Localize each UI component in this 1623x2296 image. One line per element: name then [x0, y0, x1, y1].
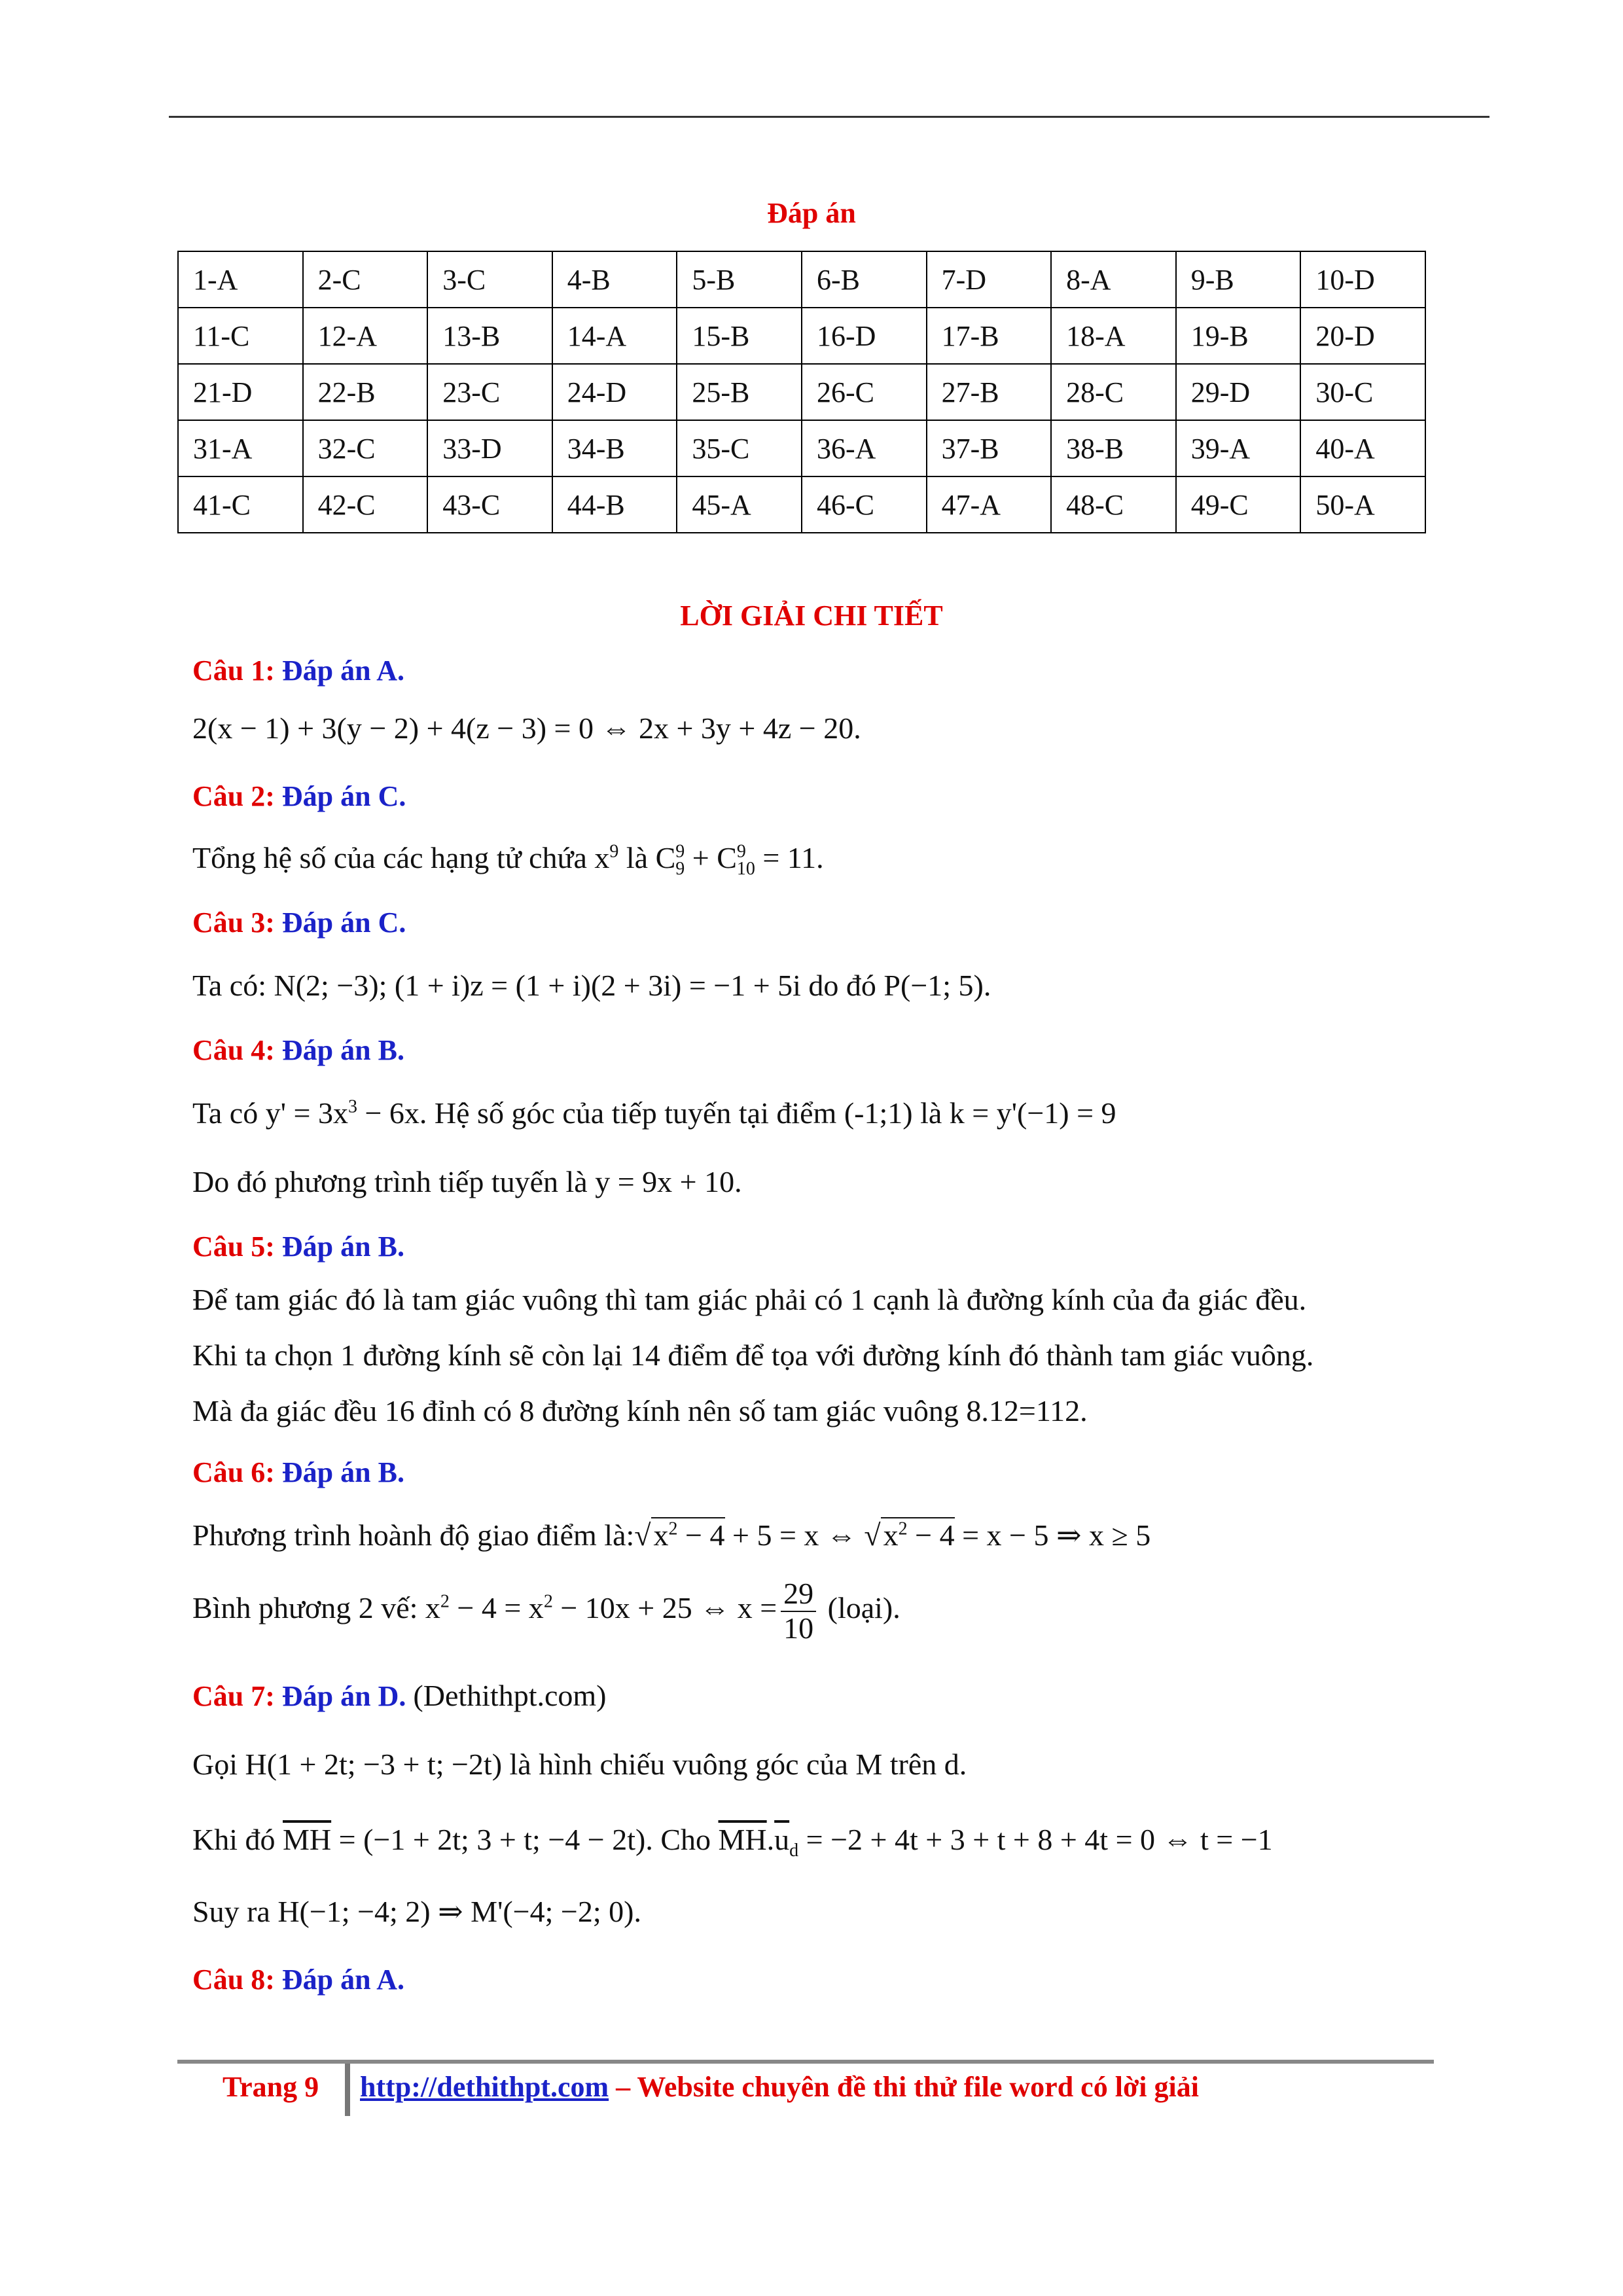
answer-cell: 3-C: [427, 251, 552, 308]
answer-cell: 27-B: [927, 364, 1052, 420]
answer-cell: 47-A: [927, 476, 1052, 533]
answer-cell: 26-C: [802, 364, 927, 420]
answer-cell: 42-C: [303, 476, 428, 533]
answer-cell: 35-C: [677, 420, 802, 476]
answer-cell: 2-C: [303, 251, 428, 308]
answer-cell: 38-B: [1051, 420, 1176, 476]
question-7-heading: Câu 7: Đáp án D. (Dethithpt.com): [192, 1679, 607, 1712]
question-1-equation: 2(x − 1) + 3(y − 2) + 4(z − 3) = 0 ⇔ 2x + 3y + 4z − 20.: [192, 711, 861, 745]
question-1-heading: Câu 1: Đáp án A.: [192, 655, 404, 687]
answer-cell: 25-B: [677, 364, 802, 420]
answer-cell: 39-A: [1176, 420, 1301, 476]
answer-row: [178, 476, 1425, 533]
solutions-title: LỜI GIẢI CHI TIẾT: [680, 600, 943, 632]
question-5-line-1: Để tam giác đó là tam giác vuông thì tam giác phải có 1 cạnh là đường kính của đa giác đều.: [192, 1283, 1307, 1316]
answer-cell: 43-C: [427, 476, 552, 533]
question-6-text-1: Phương trình hoành độ giao điểm $là:√x^2 - 4 + 5 = x$ ⇔ $√x^2 - 4 = x - 5$ ⇒ x ≥ 5: [192, 1518, 1151, 1552]
answer-cell: 22-B: [303, 364, 428, 420]
answer-cell: 48-C: [1051, 476, 1176, 533]
question-5-line-3: Mà đa giác đều 16 đỉnh có 8 đường kính nên số tam giác vuông 8.12=112.: [192, 1394, 1088, 1427]
answer-row: [178, 420, 1425, 476]
answer-key-title: Đáp án: [767, 197, 856, 229]
answer-cell: 1-A: [178, 251, 303, 308]
header-rule: [169, 116, 1489, 118]
footer-rule: [177, 2060, 1434, 2064]
question-3-text: Ta có: N(2; −3); (1 + i)z = (1 + i)(2 + 3i) = −1 + 5i do đó P(−1; 5).: [192, 969, 991, 1002]
answer-cell: 29-D: [1176, 364, 1301, 420]
answer-cell: 23-C: [427, 364, 552, 420]
page-number: Trang 9: [223, 2071, 319, 2103]
answer-cell: 7-D: [927, 251, 1052, 308]
answer-cell: 28-C: [1051, 364, 1176, 420]
question-2-text: Tổng hệ số của các hạng tử chứa $x^9$ là $C^9_9 + C^9_{10} = 11$.: [192, 841, 824, 880]
answer-row: [178, 364, 1425, 420]
answer-cell: 10-D: [1300, 251, 1425, 308]
answer-cell: 36-A: [802, 420, 927, 476]
question-2-heading: Câu 2: Đáp án C.: [192, 780, 406, 812]
answer-cell: 34-B: [552, 420, 677, 476]
question-5-heading: Câu 5: Đáp án B.: [192, 1230, 404, 1263]
answer-cell: 44-B: [552, 476, 677, 533]
answer-cell: 40-A: [1300, 420, 1425, 476]
answer-cell: 13-B: [427, 308, 552, 364]
question-3-heading: Câu 3: Đáp án C.: [192, 906, 406, 939]
question-8-heading: Câu 8: Đáp án A.: [192, 1964, 404, 1996]
answer-cell: 24-D: [552, 364, 677, 420]
answer-cell: 8-A: [1051, 251, 1176, 308]
question-7-text-2: Khi đó $\overline{MH} = (-1 + 2t$; 3 + t; −4 − 2t). Cho $\overline{MH}.\overline{u}_d = -2 + 4t + 3 + t + 8 + 4t = 0$ ⇔ t = −1: [192, 1823, 1273, 1861]
answer-cell: 17-B: [927, 308, 1052, 364]
question-6-heading: Câu 6: Đáp án B.: [192, 1456, 404, 1488]
answer-cell: 5-B: [677, 251, 802, 308]
answer-cell: 15-B: [677, 308, 802, 364]
answer-cell: 33-D: [427, 420, 552, 476]
question-6-text-2: Bình phương 2 vế: $x^2 - 4 = x^2 - 10x + 25$ ⇔ x = $\frac{29}{10}$ (loại).: [192, 1577, 901, 1645]
answer-cell: 49-C: [1176, 476, 1301, 533]
answer-cell: 12-A: [303, 308, 428, 364]
answer-cell: 45-A: [677, 476, 802, 533]
footer-text: http://dethithpt.com – Website chuyên đề thi thử file word có lời giải: [360, 2071, 1199, 2103]
answer-cell: 31-A: [178, 420, 303, 476]
answer-cell: 14-A: [552, 308, 677, 364]
question-4-text-2: Do đó phương trình tiếp tuyến là y = 9x + 10.: [192, 1165, 742, 1198]
question-7-text-3: Suy ra H(−1; −4; 2) ⇒ M'(−4; −2; 0).: [192, 1895, 641, 1928]
answer-cell: 6-B: [802, 251, 927, 308]
answer-cell: 18-A: [1051, 308, 1176, 364]
question-4-text-1: Ta có $y' = 3x^3 - 6x$. Hệ số góc của tiếp tuyến tại điểm (-1;1) là k = y'(−1) = 9: [192, 1096, 1116, 1130]
answer-cell: 19-B: [1176, 308, 1301, 364]
answer-cell: 46-C: [802, 476, 927, 533]
answer-cell: 21-D: [178, 364, 303, 420]
answer-cell: 32-C: [303, 420, 428, 476]
answer-cell: 37-B: [927, 420, 1052, 476]
answer-row: [178, 251, 1425, 308]
answer-cell: 4-B: [552, 251, 677, 308]
answer-cell: 20-D: [1300, 308, 1425, 364]
footer-divider: [345, 2064, 350, 2116]
answer-cell: 11-C: [178, 308, 303, 364]
question-5-line-2: Khi ta chọn 1 đường kính sẽ còn lại 14 điểm để tọa với đường kính đó thành tam giác vuông.: [192, 1338, 1314, 1372]
answer-cell: 30-C: [1300, 364, 1425, 420]
answer-cell: 16-D: [802, 308, 927, 364]
answer-cell: 50-A: [1300, 476, 1425, 533]
answer-key-table: [177, 251, 1426, 533]
answer-row: [178, 308, 1425, 364]
answer-cell: 41-C: [178, 476, 303, 533]
question-4-heading: Câu 4: Đáp án B.: [192, 1034, 404, 1066]
footer-link[interactable]: http://dethithpt.com: [360, 2071, 609, 2103]
answer-cell: 9-B: [1176, 251, 1301, 308]
question-7-text-1: Gọi H(1 + 2t; −3 + t; −2t) là hình chiếu vuông góc của M trên d.: [192, 1748, 967, 1781]
